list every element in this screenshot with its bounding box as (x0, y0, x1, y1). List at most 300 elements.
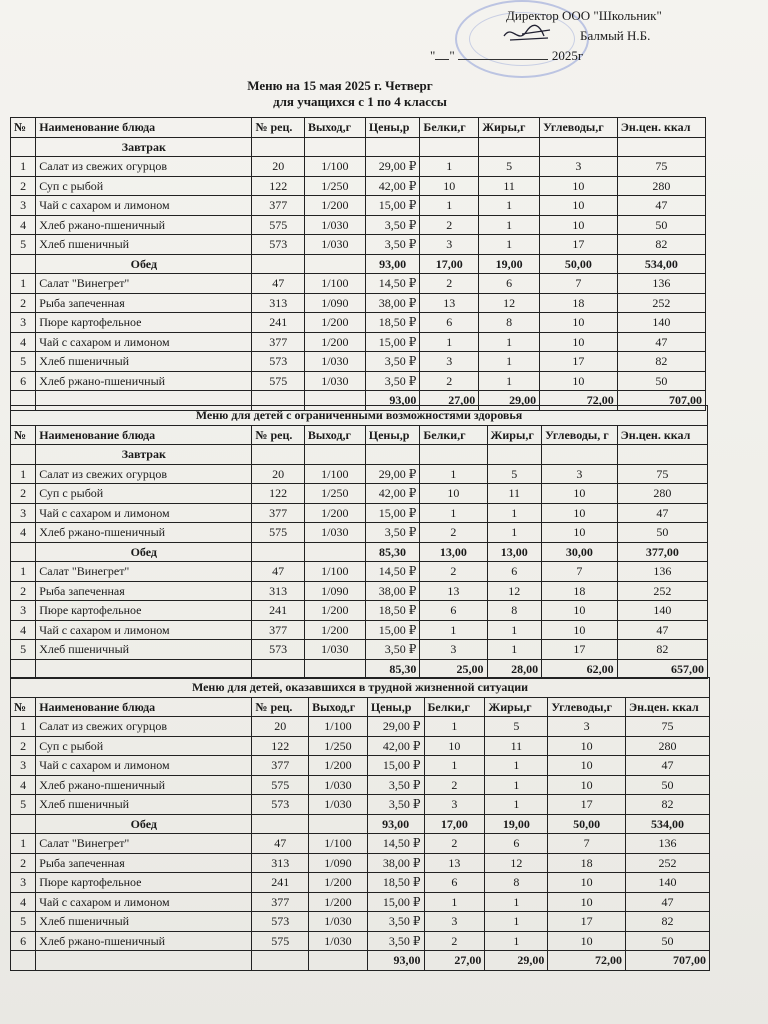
column-header: № (11, 425, 36, 445)
table-cell: 13 (420, 581, 487, 601)
total-cell: 17,00 (420, 254, 479, 274)
table-cell: 18 (548, 853, 626, 873)
table-cell: 1/090 (304, 293, 365, 313)
total-cell: 62,00 (542, 659, 618, 679)
table-cell: 1 (11, 717, 36, 737)
table-cell: 3,50 ₽ (367, 931, 424, 951)
section-row (11, 445, 708, 465)
table-row (11, 371, 706, 391)
table-cell: 47 (617, 620, 707, 640)
table-cell: 10 (548, 756, 626, 776)
table-cell: 1 (424, 756, 485, 776)
table-cell: 10 (420, 176, 479, 196)
table-cell: 1 (485, 775, 548, 795)
column-header: № (11, 118, 36, 138)
table-cell: 136 (617, 274, 705, 294)
table-cell: 3,50 ₽ (365, 523, 420, 543)
approval-year: 2025г (551, 48, 584, 63)
section-row (11, 254, 706, 274)
table-cell: Чай с сахаром и лимоном (36, 332, 252, 352)
table-cell: 4 (11, 523, 36, 543)
table-cell: 122 (252, 736, 309, 756)
table-cell: 3,50 ₽ (365, 371, 420, 391)
table-cell: 313 (252, 581, 304, 601)
table-row (11, 581, 708, 601)
table-cell: 2 (424, 775, 485, 795)
table-cell: 3,50 ₽ (365, 640, 420, 660)
column-header: Эн.цен. ккал (617, 118, 705, 138)
table-cell: 1/100 (304, 157, 365, 177)
table-cell: 3,50 ₽ (367, 775, 424, 795)
table-cell: 377 (252, 756, 309, 776)
table-cell: Суп с рыбой (36, 484, 252, 504)
table-cell: 3 (11, 313, 36, 333)
table-cell: 2 (11, 293, 36, 313)
column-header: Цены,р (365, 118, 420, 138)
table-cell: 6 (11, 371, 36, 391)
table-row (11, 931, 710, 951)
table-cell: 82 (617, 640, 707, 660)
column-header: Выход,г (309, 697, 368, 717)
table-cell: 50 (625, 931, 709, 951)
table-cell: 1 (485, 756, 548, 776)
menu-title: Меню на 15 мая 2025 г. Четверг (247, 78, 433, 93)
table-cell: 1/250 (304, 176, 365, 196)
table-header-row (11, 425, 708, 445)
table-cell: 47 (625, 756, 709, 776)
table-cell: 10 (548, 873, 626, 893)
table-cell: 15,00 ₽ (365, 196, 420, 216)
table-cell: 122 (252, 176, 304, 196)
column-header: № (11, 697, 36, 717)
total-cell: 72,00 (540, 391, 618, 411)
table-cell: Чай с сахаром и лимоном (36, 503, 252, 523)
table-row (11, 640, 708, 660)
table-cell: 241 (252, 873, 309, 893)
table-cell: 1 (11, 834, 36, 854)
table-cell: Чай с сахаром и лимоном (36, 196, 252, 216)
table-row (11, 215, 706, 235)
table-cell: 2 (420, 215, 479, 235)
table-row (11, 717, 710, 737)
table-cell: 1/030 (304, 235, 365, 255)
table-cell: 10 (548, 736, 626, 756)
table-cell: Хлеб пшеничный (36, 912, 252, 932)
table-cell: 6 (479, 274, 540, 294)
director-name: Балмый Н.Б. (580, 28, 651, 43)
table-title: Меню для детей, оказавшихся в трудной жизненной ситуации (11, 678, 710, 698)
table-row (11, 293, 706, 313)
table-cell: 2 (11, 176, 36, 196)
table-cell: 6 (11, 931, 36, 951)
table-cell: 252 (625, 853, 709, 873)
table-cell: 3,50 ₽ (365, 352, 420, 372)
table-cell: 1/250 (309, 736, 368, 756)
table-cell: 3 (11, 756, 36, 776)
table-cell: 1 (487, 503, 542, 523)
table-cell: 3,50 ₽ (367, 912, 424, 932)
total-cell: 29,00 (479, 391, 540, 411)
table-cell: 47 (252, 834, 309, 854)
table-cell: 20 (252, 464, 304, 484)
table-cell: 18 (540, 293, 618, 313)
table-cell: 573 (252, 912, 309, 932)
table-row (11, 196, 706, 216)
menu-table-limited-health (10, 405, 708, 679)
table-cell: Рыба запеченная (36, 581, 252, 601)
table-cell: 1/200 (304, 620, 365, 640)
total-cell: 28,00 (487, 659, 542, 679)
table-cell: 38,00 ₽ (365, 293, 420, 313)
table-cell: Пюре картофельное (36, 601, 252, 621)
table-cell: 1/030 (309, 912, 368, 932)
table-row (11, 795, 710, 815)
table-cell: 2 (420, 274, 479, 294)
table-cell: 3,50 ₽ (365, 215, 420, 235)
table-cell: 10 (540, 332, 618, 352)
table-cell: Чай с сахаром и лимоном (36, 620, 252, 640)
total-cell: 17,00 (424, 814, 485, 834)
table-cell: 1 (485, 912, 548, 932)
total-cell: 25,00 (420, 659, 487, 679)
table-cell: 1/030 (304, 640, 365, 660)
section-label: Обед (36, 254, 252, 274)
table-cell: 6 (420, 313, 479, 333)
table-cell: 5 (11, 235, 36, 255)
table-cell: 575 (252, 931, 309, 951)
table-cell: 1/030 (304, 371, 365, 391)
table-row (11, 464, 708, 484)
total-cell: 19,00 (485, 814, 548, 834)
table-cell: 1 (11, 562, 36, 582)
table-cell: 3 (420, 352, 479, 372)
table-cell: 1/250 (304, 484, 365, 504)
table-cell: 5 (479, 157, 540, 177)
table-cell: Салат "Винегрет" (36, 834, 252, 854)
table-cell: 122 (252, 484, 304, 504)
section-label: Завтрак (36, 137, 252, 157)
table-row (11, 332, 706, 352)
table-row (11, 601, 708, 621)
table-cell: 3 (11, 601, 36, 621)
table-cell: 136 (617, 562, 707, 582)
table-cell: 15,00 ₽ (367, 892, 424, 912)
table-cell: 17 (540, 352, 618, 372)
table-cell: 75 (625, 717, 709, 737)
table-cell: 1/200 (304, 196, 365, 216)
table-cell: 10 (542, 503, 618, 523)
table-cell: 3 (11, 873, 36, 893)
table-cell: 2 (420, 562, 487, 582)
table-cell: 573 (252, 795, 309, 815)
table-cell: 1 (485, 931, 548, 951)
table-cell: 10 (540, 196, 618, 216)
table-cell: 2 (11, 736, 36, 756)
table-cell: 1/100 (304, 562, 365, 582)
table-cell: 3,50 ₽ (367, 795, 424, 815)
table-cell: 136 (625, 834, 709, 854)
table-cell: 1/030 (309, 795, 368, 815)
table-row (11, 620, 708, 640)
table-cell: 5 (11, 795, 36, 815)
table-cell: 17 (548, 795, 626, 815)
column-header: № рец. (252, 425, 304, 445)
table-cell: 1/200 (309, 756, 368, 776)
table-cell: 313 (252, 853, 309, 873)
table-cell: 1 (479, 332, 540, 352)
column-header: Наименование блюда (36, 118, 252, 138)
table-cell: 573 (252, 235, 304, 255)
total-row (11, 951, 710, 971)
date-quote-open: " (430, 48, 436, 63)
table-cell: 1/030 (309, 775, 368, 795)
table-cell: Пюре картофельное (36, 313, 252, 333)
table-cell: 3 (424, 912, 485, 932)
table-row (11, 873, 710, 893)
table-cell: 15,00 ₽ (365, 332, 420, 352)
table-cell: 18,50 ₽ (367, 873, 424, 893)
table-cell: 3 (11, 503, 36, 523)
column-header: Цены,р (365, 425, 420, 445)
table-row (11, 484, 708, 504)
table-cell: 10 (540, 313, 618, 333)
section-label: Обед (36, 542, 252, 562)
table-cell: 1/200 (304, 332, 365, 352)
table-cell: 8 (479, 313, 540, 333)
column-header: Наименование блюда (36, 697, 252, 717)
table-cell: 17 (542, 640, 618, 660)
table-row (11, 235, 706, 255)
table-cell: 377 (252, 196, 304, 216)
table-cell: 1/200 (309, 892, 368, 912)
column-header: Белки,г (420, 118, 479, 138)
table-cell: 5 (487, 464, 542, 484)
table-cell: 1 (485, 795, 548, 815)
table-row (11, 503, 708, 523)
table-cell: Хлеб ржано-пшеничный (36, 931, 252, 951)
table-cell: 75 (617, 157, 705, 177)
table-cell: 82 (625, 912, 709, 932)
table-cell: 13 (424, 853, 485, 873)
total-cell: 85,30 (365, 542, 420, 562)
table-cell: 1 (479, 215, 540, 235)
table-cell: 140 (617, 313, 705, 333)
section-label: Обед (36, 814, 252, 834)
table-cell: Суп с рыбой (36, 736, 252, 756)
total-cell: 657,00 (617, 659, 707, 679)
table-cell: 10 (542, 484, 618, 504)
table-cell: 4 (11, 332, 36, 352)
table-cell: 3 (420, 235, 479, 255)
menu-table-difficult-situation (10, 677, 710, 971)
total-cell: 534,00 (617, 254, 705, 274)
column-header: Жиры,г (479, 118, 540, 138)
table-cell: 4 (11, 620, 36, 640)
table-cell: 1 (487, 640, 542, 660)
table-cell: 29,00 ₽ (365, 464, 420, 484)
table-cell: 1/090 (309, 853, 368, 873)
total-cell: 93,00 (365, 254, 420, 274)
total-cell: 29,00 (485, 951, 548, 971)
table-row (11, 176, 706, 196)
table-cell: 4 (11, 892, 36, 912)
table-cell: 50 (617, 523, 707, 543)
total-cell: 93,00 (367, 951, 424, 971)
table-cell: 1/200 (304, 313, 365, 333)
table-cell: 6 (424, 873, 485, 893)
table-cell: 4 (11, 215, 36, 235)
table-row (11, 736, 710, 756)
table-cell: 3 (548, 717, 626, 737)
table-cell: 47 (617, 332, 705, 352)
column-header: Белки,г (424, 697, 485, 717)
table-cell: Салат из свежих огурцов (36, 157, 252, 177)
table-cell: 1 (479, 371, 540, 391)
table-cell: Рыба запеченная (36, 853, 252, 873)
table-cell: Хлеб пшеничный (36, 352, 252, 372)
director-title: Директор ООО "Школьник" (506, 8, 662, 23)
table-cell: 377 (252, 620, 304, 640)
table-cell: 42,00 ₽ (365, 484, 420, 504)
table-cell: 1 (420, 157, 479, 177)
table-cell: 2 (424, 834, 485, 854)
table-cell: 280 (617, 176, 705, 196)
table-cell: Чай с сахаром и лимоном (36, 756, 252, 776)
table-cell: 1/200 (304, 503, 365, 523)
table-cell: 18 (542, 581, 618, 601)
table-cell: Чай с сахаром и лимоном (36, 892, 252, 912)
table-cell: Хлеб ржано-пшеничный (36, 775, 252, 795)
approval-date-line (430, 48, 583, 64)
table-cell: 17 (548, 912, 626, 932)
table-cell: 29,00 ₽ (367, 717, 424, 737)
table-cell: 15,00 ₽ (365, 503, 420, 523)
table-cell: 5 (11, 640, 36, 660)
table-cell: 3 (540, 157, 618, 177)
table-cell: 5 (11, 352, 36, 372)
table-row (11, 313, 706, 333)
section-row (11, 137, 706, 157)
table-title: Меню для детей с ограниченными возможностями здоровья (11, 406, 708, 426)
table-cell: 1/090 (304, 581, 365, 601)
table-cell: 50 (617, 371, 705, 391)
table-row (11, 274, 706, 294)
table-cell: 6 (420, 601, 487, 621)
table-cell: 10 (542, 601, 618, 621)
total-row (11, 659, 708, 679)
table-cell: 377 (252, 332, 304, 352)
table-cell: 47 (252, 274, 304, 294)
column-header: № рец. (252, 118, 304, 138)
column-header: Жиры,г (487, 425, 542, 445)
table-cell: 3 (542, 464, 618, 484)
table-cell: 18,50 ₽ (365, 601, 420, 621)
table-cell: 1 (487, 523, 542, 543)
table-cell: 1 (11, 157, 36, 177)
column-header: Углеводы,г (548, 697, 626, 717)
table-cell: Салат из свежих огурцов (36, 717, 252, 737)
table-cell: Хлеб пшеничный (36, 235, 252, 255)
table-cell: 20 (252, 717, 309, 737)
column-header: Углеводы, г (542, 425, 618, 445)
table-cell: 575 (252, 215, 304, 235)
table-cell: 14,50 ₽ (367, 834, 424, 854)
section-row (11, 814, 710, 834)
total-cell: 707,00 (625, 951, 709, 971)
table-cell: 2 (11, 853, 36, 873)
table-cell: Салат "Винегрет" (36, 274, 252, 294)
total-cell: 50,00 (540, 254, 618, 274)
table-cell: 50 (625, 775, 709, 795)
table-cell: 573 (252, 640, 304, 660)
section-label: Завтрак (36, 445, 252, 465)
table-cell: Рыба запеченная (36, 293, 252, 313)
table-cell: 47 (625, 892, 709, 912)
table-cell: 7 (542, 562, 618, 582)
table-cell: 47 (617, 503, 707, 523)
table-cell: 5 (485, 717, 548, 737)
table-cell: 14,50 ₽ (365, 274, 420, 294)
table-cell: 38,00 ₽ (367, 853, 424, 873)
table-cell: Хлеб пшеничный (36, 795, 252, 815)
table-cell: 15,00 ₽ (365, 620, 420, 640)
table-cell: 1 (11, 274, 36, 294)
table-cell: 3 (420, 640, 487, 660)
table-row (11, 834, 710, 854)
table-cell: 241 (252, 313, 304, 333)
table-cell: 252 (617, 293, 705, 313)
table-cell: 20 (252, 157, 304, 177)
table-row (11, 352, 706, 372)
column-header: № рец. (252, 697, 309, 717)
total-cell: 27,00 (424, 951, 485, 971)
table-cell: 1 (424, 717, 485, 737)
table-cell: 1/100 (304, 274, 365, 294)
table-cell: 10 (548, 931, 626, 951)
table-cell: 11 (485, 736, 548, 756)
table-cell: 14,50 ₽ (365, 562, 420, 582)
column-header: Наименование блюда (36, 425, 252, 445)
table-cell: 38,00 ₽ (365, 581, 420, 601)
total-cell: 50,00 (548, 814, 626, 834)
table-cell: 252 (617, 581, 707, 601)
table-cell: 1 (487, 620, 542, 640)
table-cell: 7 (540, 274, 618, 294)
table-cell: 82 (617, 235, 705, 255)
table-cell: 1 (420, 196, 479, 216)
table-cell: 1 (424, 892, 485, 912)
table-cell: Хлеб ржано-пшеничный (36, 523, 252, 543)
table-cell: 1/200 (309, 873, 368, 893)
table-cell: 8 (487, 601, 542, 621)
table-cell: 10 (420, 484, 487, 504)
table-header-row (11, 118, 706, 138)
table-cell: 1 (420, 620, 487, 640)
table-cell: 17 (540, 235, 618, 255)
table-cell: 18,50 ₽ (365, 313, 420, 333)
table-cell: 1 (479, 235, 540, 255)
table-title-row (11, 678, 710, 698)
table-cell: 3 (11, 196, 36, 216)
date-quote-close: " (449, 48, 455, 63)
table-cell: 50 (617, 215, 705, 235)
total-cell: 85,30 (365, 659, 420, 679)
table-cell: 10 (548, 775, 626, 795)
table-cell: 29,00 ₽ (365, 157, 420, 177)
table-cell: 11 (479, 176, 540, 196)
table-cell: 1/030 (309, 931, 368, 951)
table-cell: 10 (542, 523, 618, 543)
